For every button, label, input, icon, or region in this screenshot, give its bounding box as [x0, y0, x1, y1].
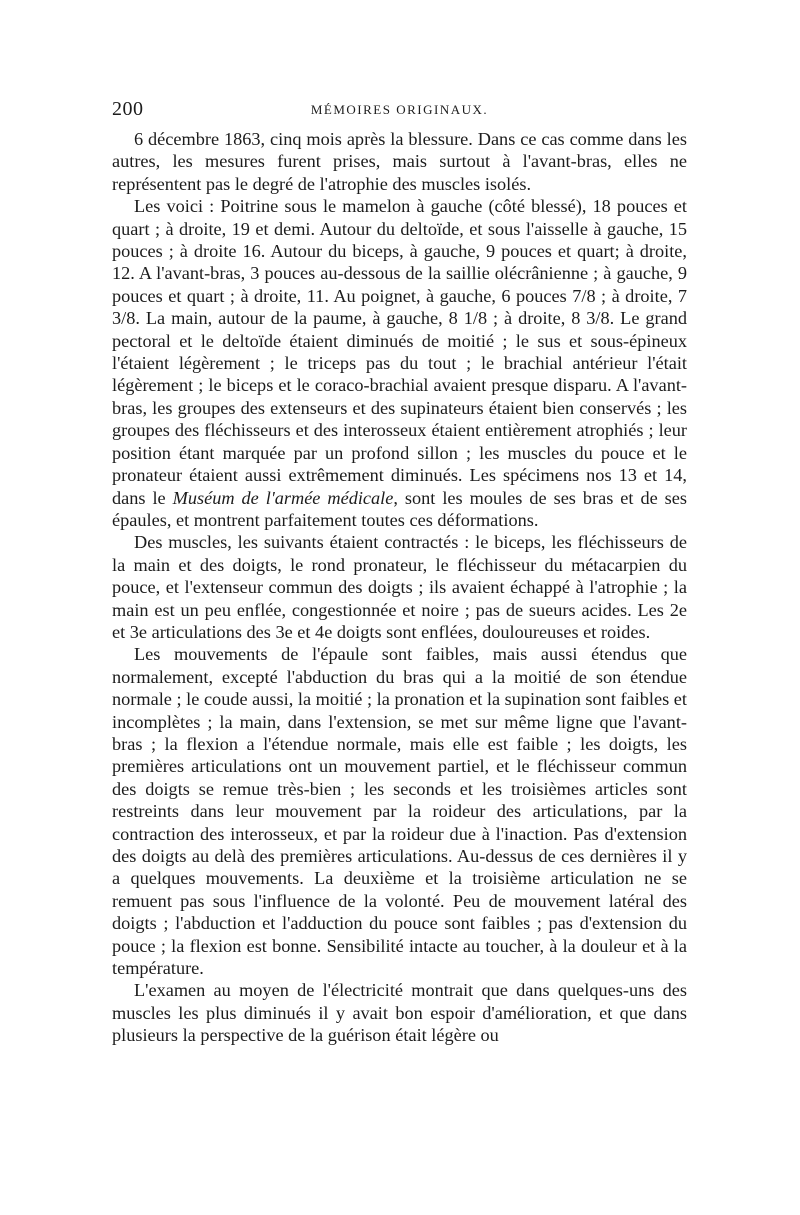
- body-text: [112, 128, 687, 1047]
- paragraph-measurements-end: , sont les moules de ses bras et de ses épaules, et montrent parfaitement toutes ces déformations.: [112, 487, 687, 530]
- paragraph-measurements-text: Les voici : Poitrine sous le mamelon à gauche (côté blessé), 18 pouces et quart ; à droite, 19 et demi. Autour du deltoïde, et sous l'aisselle à gauche, 15 pouces ; à droite 16. Autour du biceps, à gauche, 9 pouces et quart; à droite, 12. A l'avant-bras, 3 pouces au-dessous de la saillie olécrânienne ; à gauche, 9 pouces et quart ; à droite, 11. Au poignet, à gauche, 6 pouces 7/8 ; à droite, 7 3/8. La main, autour de la paume, à gauche, 8 1/8 ; à droite, 8 3/8. Le grand pectoral et le deltoïde étaient diminués de moitié ; le sus et sous-épineux l'étaient légèrement ; le triceps pas du tout ; le brachial antérieur l'était légèrement ; le biceps et le coraco-brachial avaient presque disparu. A l'avant-bras, les groupes des extenseurs et des supinateurs étaient bien conservés ; les groupes des fléchisseurs et des interosseux étaient entièrement atrophiés ; leur position étant marquée par un profond sillon ; les muscles du pouce et le pronateur étaient aussi extrêmement diminués. Les spécimens nos 13 et 14, dans le: [112, 196, 687, 508]
- book-page: [112, 98, 687, 1047]
- page-number: 200: [112, 98, 144, 120]
- paragraph-contracted-muscles: Des muscles, les suivants étaient contractés : le biceps, les fléchisseurs de la main et des doigts, le rond pronateur, le fléchisseur du métacarpien du pouce, et l'extenseur commun des doigts ; ils avaient échappé à l'atrophie ; la main est un peu enflée, congestionnée et noire ; pas de sueurs acides. Les 2e et 3e articulations des 3e et 4e doigts sont enflées, douloureuses et roides.: [112, 532, 687, 642]
- paragraph-measurement-context: 6 décembre 1863, cinq mois après la blessure. Dans ce cas comme dans les autres, les mesures furent prises, mais surtout à l'avant-bras, elles ne représentent pas le degré de l'atrophie des muscles isolés.: [112, 129, 687, 194]
- paragraph-electricity: L'examen au moyen de l'électricité montrait que dans quelques-uns des muscles les plus diminués il y avait bon espoir d'amélioration, et que dans plusieurs la perspective de la guérison était légère ou: [112, 980, 687, 1046]
- running-title: MÉMOIRES ORIGINAUX.: [310, 102, 489, 117]
- paragraph-movements: Les mouvements de l'épaule sont faibles, mais aussi étendus que normalement, excepté l'abduction du bras qui a la moitié de son étendue normale ; le coude aussi, la moitié ; la pronation et la supination sont faibles et incomplètes ; la main, dans l'extension, se met sur même ligne que l'avant-bras ; la flexion a l'étendue normale, mais elle est faible ; les doigts, les premières articulations ont un mouvement partiel, et le fléchisseur commun des doigts se remue très-bien ; les seconds et les troisièmes articles sont restreints dans leur mouvement par la roideur des articulations, par la contraction des interosseux, et par la roideur due à l'inaction. Pas d'extension des doigts au delà des premières articulations. Au-dessus de ces dernières il y a quelques mouvements. La deuxième et la troisième articulation ne se remuent pas sous l'influence de la volonté. Peu de mouvement latéral des doigts ; l'abduction et l'adduction du pouce sont faibles ; pas d'extension du pouce ; la flexion est bonne. Sensibilité intacte au toucher, à la douleur et à la température.: [112, 644, 687, 979]
- paragraph-measurements: [112, 195, 687, 531]
- running-head: [112, 98, 687, 126]
- museum-name: Muséum de l'armée médicale: [172, 487, 394, 508]
